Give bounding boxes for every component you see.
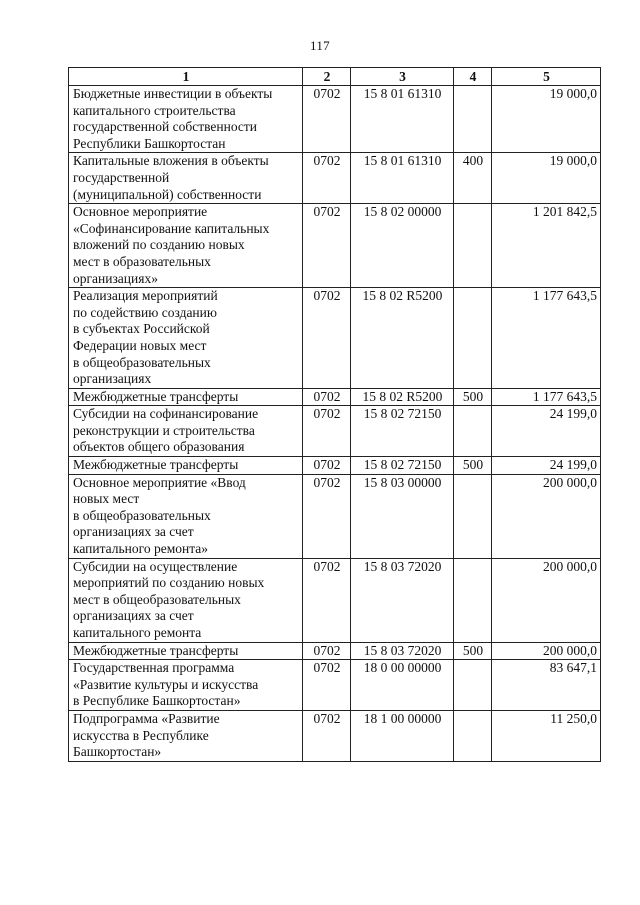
table-row <box>69 457 601 475</box>
row-name-line: в Республике Башкортостан» <box>73 693 241 709</box>
row-target-code-cell: 15 8 02 00000 <box>351 204 454 288</box>
table-row <box>69 474 601 558</box>
row-section-cell: 0702 <box>303 710 351 761</box>
row-amount-cell: 83 647,1 <box>492 660 601 711</box>
row-target-code-cell: 15 8 02 R5200 <box>351 288 454 389</box>
row-name-line: капитального строительства <box>73 102 236 118</box>
row-section-cell: 0702 <box>303 660 351 711</box>
row-section-cell: 0702 <box>303 642 351 660</box>
row-amount-cell: 24 199,0 <box>492 457 601 475</box>
row-target-code-cell: 15 8 03 72020 <box>351 558 454 642</box>
row-name-line: капитального ремонта» <box>73 541 209 557</box>
row-name-line: Республики Башкортостан <box>73 135 226 151</box>
row-name-line: Основное мероприятие «Ввод <box>73 474 246 490</box>
row-amount-cell: 200 000,0 <box>492 558 601 642</box>
row-section-cell: 0702 <box>303 388 351 406</box>
row-name-cell <box>69 153 303 204</box>
header-column-2: 2 <box>303 68 351 86</box>
row-name-cell <box>69 86 303 153</box>
table-body <box>69 86 601 762</box>
row-name-line: Межбюджетные трансферты <box>73 457 239 473</box>
row-amount-cell: 1 201 842,5 <box>492 204 601 288</box>
row-name-line: Субсидии на софинансирование <box>73 406 259 422</box>
row-section-cell: 0702 <box>303 457 351 475</box>
table-row <box>69 388 601 406</box>
header-column-3: 3 <box>351 68 454 86</box>
row-amount-cell: 19 000,0 <box>492 153 601 204</box>
row-name-line: Башкортостан» <box>73 744 162 760</box>
table-row <box>69 558 601 642</box>
row-name-cell <box>69 204 303 288</box>
row-target-code-cell: 15 8 01 61310 <box>351 86 454 153</box>
row-name-line: организациях за счет <box>73 524 194 540</box>
row-expense-type-cell: 500 <box>454 642 492 660</box>
row-expense-type-cell: 500 <box>454 457 492 475</box>
row-expense-type-cell <box>454 204 492 288</box>
row-target-code-cell: 15 8 02 72150 <box>351 406 454 457</box>
header-column-1: 1 <box>69 68 303 86</box>
row-name-line: Межбюджетные трансферты <box>73 642 239 658</box>
row-name-line: объектов общего образования <box>73 439 245 455</box>
row-name-line: Межбюджетные трансферты <box>73 388 239 404</box>
row-name-cell <box>69 642 303 660</box>
row-amount-cell: 11 250,0 <box>492 710 601 761</box>
row-name-line: Федерации новых мест <box>73 337 207 353</box>
table-row <box>69 204 601 288</box>
table-row <box>69 153 601 204</box>
row-name-line: мероприятий по созданию новых <box>73 575 265 591</box>
row-expense-type-cell <box>454 406 492 457</box>
row-section-cell: 0702 <box>303 288 351 389</box>
row-name-cell <box>69 710 303 761</box>
row-section-cell: 0702 <box>303 153 351 204</box>
row-name-cell <box>69 388 303 406</box>
row-name-line: государственной <box>73 169 170 185</box>
row-name-line: Бюджетные инвестиции в объекты <box>73 86 273 101</box>
row-target-code-cell: 18 0 00 00000 <box>351 660 454 711</box>
row-amount-cell: 24 199,0 <box>492 406 601 457</box>
header-column-5: 5 <box>492 68 601 86</box>
row-expense-type-cell: 400 <box>454 153 492 204</box>
row-amount-cell: 200 000,0 <box>492 474 601 558</box>
row-expense-type-cell <box>454 660 492 711</box>
row-target-code-cell: 15 8 03 72020 <box>351 642 454 660</box>
row-name-cell <box>69 288 303 389</box>
row-name-line: в общеобразовательных <box>73 354 211 370</box>
row-name-cell <box>69 457 303 475</box>
table-row <box>69 642 601 660</box>
row-target-code-cell: 15 8 03 00000 <box>351 474 454 558</box>
row-name-line: в субъектах Российской <box>73 321 210 337</box>
row-expense-type-cell <box>454 474 492 558</box>
row-name-line: организациях» <box>73 270 158 286</box>
row-section-cell: 0702 <box>303 558 351 642</box>
row-amount-cell: 1 177 643,5 <box>492 388 601 406</box>
row-section-cell: 0702 <box>303 474 351 558</box>
header-row <box>69 68 601 86</box>
row-name-line: искусства в Республике <box>73 727 209 743</box>
row-amount-cell: 200 000,0 <box>492 642 601 660</box>
row-name-line: Реализация мероприятий <box>73 288 218 304</box>
row-name-line: Государственная программа <box>73 660 235 676</box>
row-section-cell: 0702 <box>303 86 351 153</box>
table-row <box>69 710 601 761</box>
row-amount-cell: 19 000,0 <box>492 86 601 153</box>
table-row <box>69 406 601 457</box>
row-target-code-cell: 15 8 01 61310 <box>351 153 454 204</box>
row-expense-type-cell <box>454 710 492 761</box>
header-column-4: 4 <box>454 68 492 86</box>
row-name-line: мест в образовательных <box>73 253 211 269</box>
table-row <box>69 288 601 389</box>
table-header <box>69 68 601 86</box>
row-name-line: новых мест <box>73 491 140 507</box>
row-name-line: капитального ремонта <box>73 625 202 640</box>
row-amount-cell: 1 177 643,5 <box>492 288 601 389</box>
row-expense-type-cell: 500 <box>454 388 492 406</box>
row-name-line: Основное мероприятие <box>73 204 208 220</box>
table-row <box>69 660 601 711</box>
row-target-code-cell: 18 1 00 00000 <box>351 710 454 761</box>
row-name-line: Подпрограмма «Развитие <box>73 710 220 726</box>
budget-table <box>68 67 601 762</box>
row-name-line: (муниципальной) собственности <box>73 186 262 202</box>
table-row <box>69 86 601 153</box>
row-section-cell: 0702 <box>303 406 351 457</box>
row-name-line: организациях за счет <box>73 608 194 624</box>
row-section-cell: 0702 <box>303 204 351 288</box>
row-name-line: вложений по созданию новых <box>73 237 245 253</box>
row-name-cell <box>69 660 303 711</box>
row-name-line: по содействию созданию <box>73 304 217 320</box>
row-target-code-cell: 15 8 02 R5200 <box>351 388 454 406</box>
row-name-cell <box>69 558 303 642</box>
row-name-cell <box>69 406 303 457</box>
page-number: 117 <box>310 38 330 53</box>
row-expense-type-cell <box>454 86 492 153</box>
row-expense-type-cell <box>454 558 492 642</box>
row-name-line: государственной собственности <box>73 119 258 135</box>
row-name-line: Субсидии на осуществление <box>73 558 238 574</box>
row-name-cell <box>69 474 303 558</box>
row-name-line: реконструкции и строительства <box>73 422 255 438</box>
row-expense-type-cell <box>454 288 492 389</box>
row-target-code-cell: 15 8 02 72150 <box>351 457 454 475</box>
row-name-line: «Софинансирование капитальных <box>73 220 270 236</box>
row-name-line: в общеобразовательных <box>73 507 211 523</box>
row-name-line: мест в общеобразовательных <box>73 591 241 607</box>
row-name-line: «Развитие культуры и искусства <box>73 676 259 692</box>
row-name-line: организациях <box>73 371 152 387</box>
row-name-line: Капитальные вложения в объекты <box>73 153 269 169</box>
